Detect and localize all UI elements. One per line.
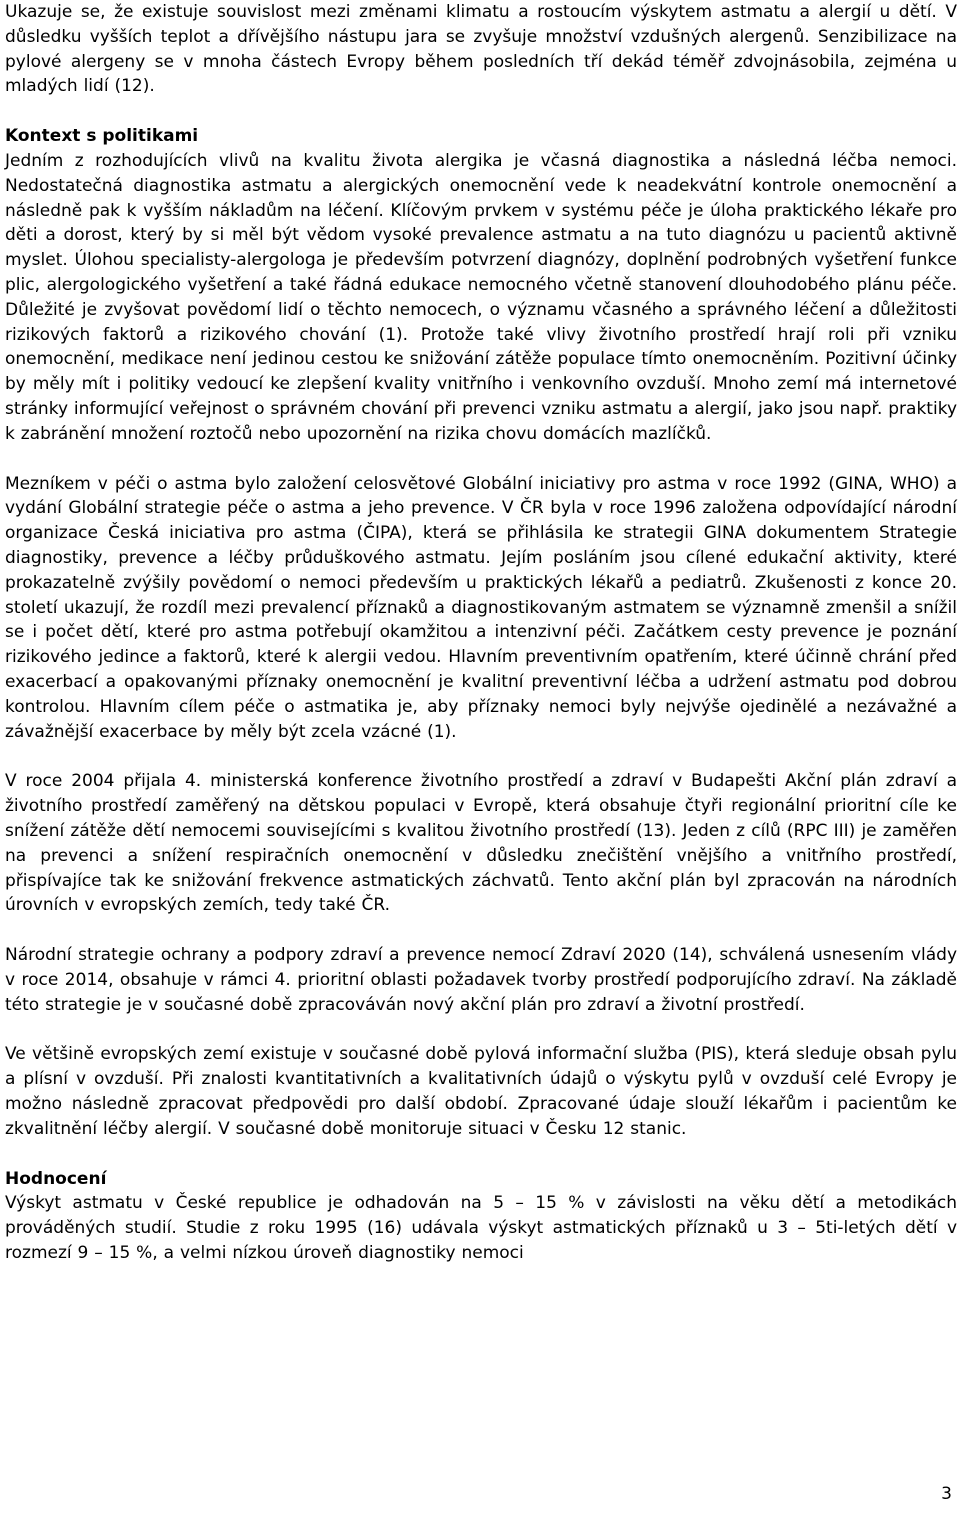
paragraph-spacer bbox=[5, 1017, 957, 1042]
paragraph-spacer bbox=[5, 744, 957, 769]
paragraph-diagnostics: Jedním z rozhodujících vlivů na kvalitu života alergika je včasná diagnostika a následná léčba nemoci. Nedostatečná diagnostika astmatu a alergických onemocnění vede k neadekvátní kontrole onemocnění a následně pak k vyšším nákladům na léčení. Klíčovým prvkem v systému péče je úloha praktického lékaře pro děti a dorost, který by si měl být vědom vysoké prevalence astmatu a na tuto diagnózu u pacientů aktivně myslet. Úlohou specialisty-alergologa je především potvrzení diagnózy, doplnění podrobných vyšetření funkce plic, alergologického vyšetření a také řádná edukace nemocného včetně stanovení dlouhodobého plánu péče. Důležité je zvyšovat povědomí lidí o těchto nemocech, o významu včasného a správného léčení a důležitosti rizikových faktorů a rizikového chování (1). Protože také vlivy životního prostředí hrají roli při vzniku onemocnění, medikace není jedinou cestou ke snižování zátěže populace tímto onemocněním. Pozitivní účinky by měly mít i politiky vedoucí ke zlepšení kvality vnitřního i venkovního ovzduší. Mnoho zemí má internetové stránky informující veřejnost o správném chování při prevenci vzniku astmatu a alergií, jako jsou např. praktiky k zabránění množení roztočů nebo upozornění na rizika chovu domácích mazlíčků. bbox=[5, 150, 957, 444]
section-heading-hodnoceni: Hodnocení bbox=[5, 1168, 107, 1189]
section-heading-kontext: Kontext s politikami bbox=[5, 126, 199, 147]
paragraph-spacer bbox=[5, 447, 957, 472]
paragraph-pollen-service: Ve většině evropských zemí existuje v současné době pylová informační služba (PIS), která sleduje obsah pylu a plísní v ovzduší. Při znalosti kvantitativních a kvalitativních údajů o výskytu pylů v ovzduší celé Evropy je možno následně zpracovat předpovědi pro další období. Zpracované údaje slouží lékařům i pacientům ke zkvalitnění léčby alergií. V současné době monitoruje situaci v Česku 12 stanic. bbox=[5, 1044, 957, 1139]
document-page bbox=[5, 0, 957, 1266]
paragraph-spacer bbox=[5, 99, 957, 124]
paragraph-gina: Mezníkem v péči o astma bylo založení celosvětové Globální iniciativy pro astma v roce 1992 (GINA, WHO) a vydání Globální strategie péče o astma a jeho prevence. V ČR byla v roce 1996 založena odpovídající národní organizace Česká iniciativa pro astma (ČIPA), která se přihlásila ke strategii GINA dokumentem Strategie diagnostiky, prevence a léčby průduškového astmatu. Jejím posláním jsou cílené edukační aktivity, které prokazatelně zvýšily povědomí o nemoci především u praktických lékařů a pediatrů. Zkušenosti z konce 20. století ukazují, že rozdíl mezi prevalencí příznaků a diagnostikovaným astmatem se významně zmenšil a snížil se i počet dětí, které pro astma potřebují okamžitou a intenzivní péči. Začátkem cesty prevence je poznání rizikového jedince a faktorů, které k alergii vedou. Hlavním preventivním opatřením, které účinně chrání před exacerbací a opakovanými příznaky onemocnění je kvalitní preventivní léčba a udržení astmatu pod dobrou kontrolou. Hlavním cílem péče o astmatika je, aby příznaky nemoci byly nejvýše ojedinělé a nezávažné a závažnější exacerbace by měly být zcela vzácné (1). bbox=[5, 473, 957, 742]
paragraph-spacer bbox=[5, 1142, 957, 1167]
paragraph-budapest: V roce 2004 přijala 4. ministerská konference životního prostředí a zdraví v Budapešti Akční plán zdraví a životního prostředí zaměřený na dětskou populaci v Evropě, která obsahuje čtyři regionální prioritní cíle ke snížení zátěže dětí nemocemi souvisejícími s kvalitou životního prostředí (13). Jeden z cílů (RPC III) je zaměřen na prevenci a snížení respiračních onemocnění v důsledku znečištění vnějšího a vnitřního prostředí, přispívajíce tak ke snižování frekvence astmatických záchvatů. Tento akční plán byl zpracován na národních úrovních v evropských zemích, tedy také ČR. bbox=[5, 771, 957, 916]
paragraph-climate-allergy: Ukazuje se, že existuje souvislost mezi změnami klimatu a rostoucím výskytem astmatu a alergií u dětí. V důsledku vyšších teplot a dřívějšího nástupu jara se zvyšuje množství vzdušných alergenů. Senzibilizace na pylové alergeny se v mnoha částech Evropy během posledních tří dekád téměř zdvojnásobila, zejména u mladých lidí (12). bbox=[5, 2, 957, 97]
paragraph-prevalence: Výskyt astmatu v České republice je odhadován na 5 – 15 % v závislosti na věku dětí a metodikách prováděných studií. Studie z roku 1995 (16) udávala výskyt astmatických příznaků u 3 – 5ti-letých dětí v rozmezí 9 – 15 %, a velmi nízkou úroveň diagnostiky nemoci bbox=[5, 1193, 957, 1264]
paragraph-zdravi-2020: Národní strategie ochrany a podpory zdraví a prevence nemocí Zdraví 2020 (14), schválená usnesením vlády v roce 2014, obsahuje v rámci 4. prioritní oblasti požadavek tvorby prostředí podporujícího zdraví. Na základě této strategie je v současné době zpracováván nový akční plán pro zdraví a životní prostředí. bbox=[5, 945, 957, 1015]
page-number: 3 bbox=[941, 1484, 952, 1504]
paragraph-spacer bbox=[5, 918, 957, 943]
